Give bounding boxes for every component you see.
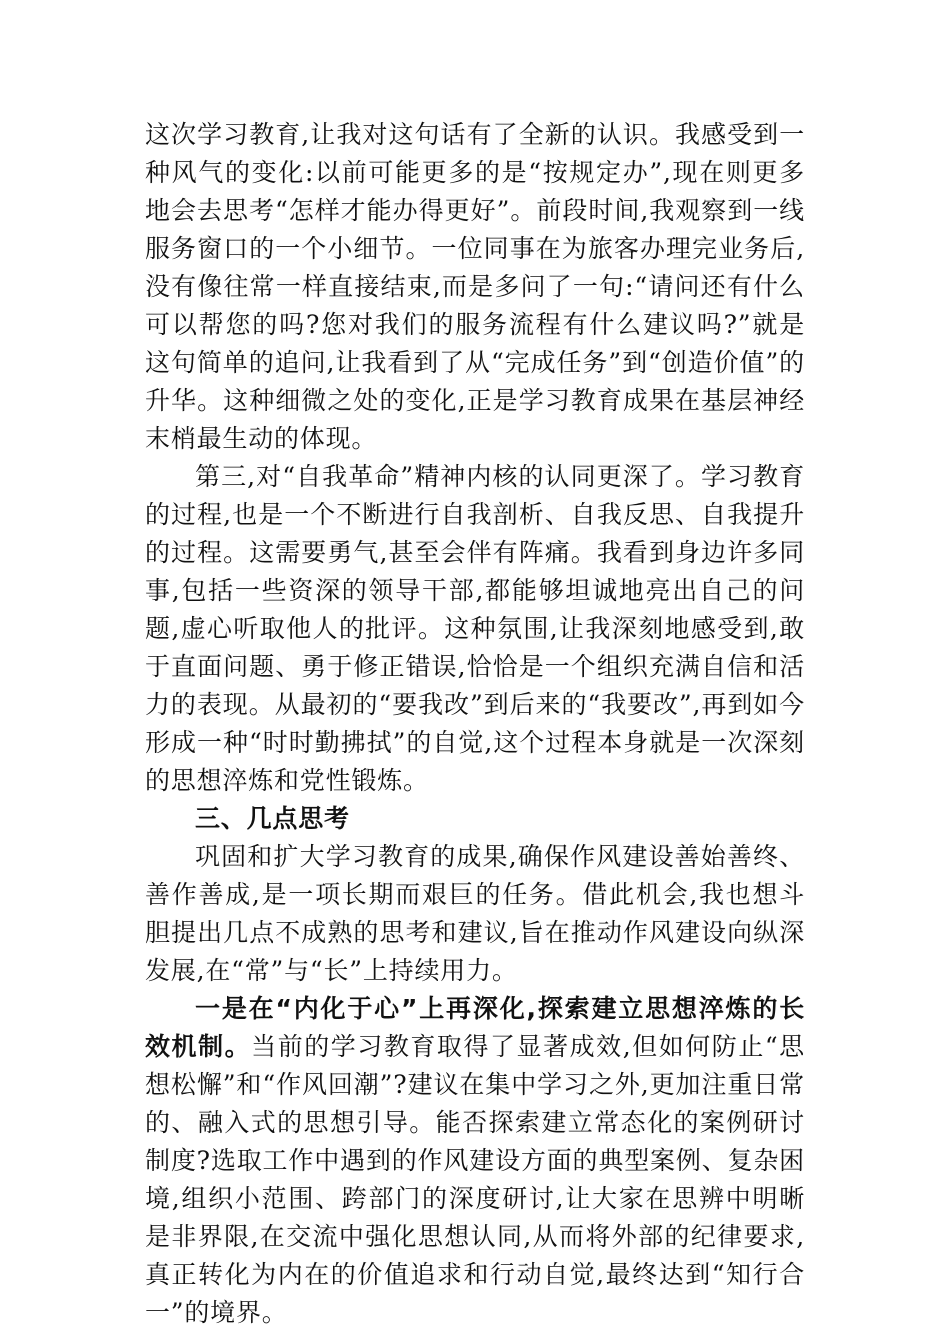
point-one-body: 当前的学习教育取得了显著成效,但如何防止“思想松懈”和“作风回潮”?建议在集中学习之外,更加注重日常的、融入式的思想引导。能否探索建立常态化的案例研讨制度?选取工作中遇到的作风建设方面的典型案例、复杂困境,组织小范围、跨部门的深度研讨,让大家在思辨中明晰是非界限,在交流中强化思想认同,从而将外部的纪律要求,真正转化为内在的价值追求和行动自觉,最终达到“知行合一”的境界。 xyxy=(145,1032,805,1327)
document-page xyxy=(145,116,805,1332)
point-one-paragraph xyxy=(145,990,805,1332)
paragraph-continuation: 这次学习教育,让我对这句话有了全新的认识。我感受到一种风气的变化:以前可能更多的是“按规定办”,现在则更多地会去思考“怎样才能办得更好”。前段时间,我观察到一线服务窗口的一个小细节。一位同事在为旅客办理完业务后,没有像往常一样直接结束,而是多问了一句:“请问还有什么可以帮您的吗?您对我们的服务流程有什么建议吗?”就是这句简单的追问,让我看到了从“完成任务”到“创造价值”的升华。这种细微之处的变化,正是学习教育成果在基层神经末梢最生动的体现。 xyxy=(145,120,805,453)
section-heading: 三、几点思考 xyxy=(195,804,350,833)
paragraph-self-revolution: 第三,对“自我革命”精神内核的认同更深了。学习教育的过程,也是一个不断进行自我剖析、自我反思、自我提升的过程。这需要勇气,甚至会伴有阵痛。我看到身边许多同事,包括一些资深的领导干部,都能够坦诚地亮出自己的问题,虚心听取他人的批评。这种氛围,让我深刻地感受到,敢于直面问题、勇于修正错误,恰恰是一个组织充满自信和活力的表现。从最初的“要我改”到后来的“我要改”,再到如今形成一种“时时勤拂拭”的自觉,这个过程本身就是一次深刻的思想淬炼和党性锻炼。 xyxy=(145,462,805,795)
section-intro-paragraph: 巩固和扩大学习教育的成果,确保作风建设善始善终、善作善成,是一项长期而艰巨的任务。借此机会,我也想斗胆提出几点不成熟的思考和建议,旨在推动作风建设向纵深发展,在“常”与“长”上持续用力。 xyxy=(145,842,805,985)
point-one-lead: 一是在“内化于心”上再深化,探索建立思想淬炼的长效机制。 xyxy=(145,994,805,1061)
